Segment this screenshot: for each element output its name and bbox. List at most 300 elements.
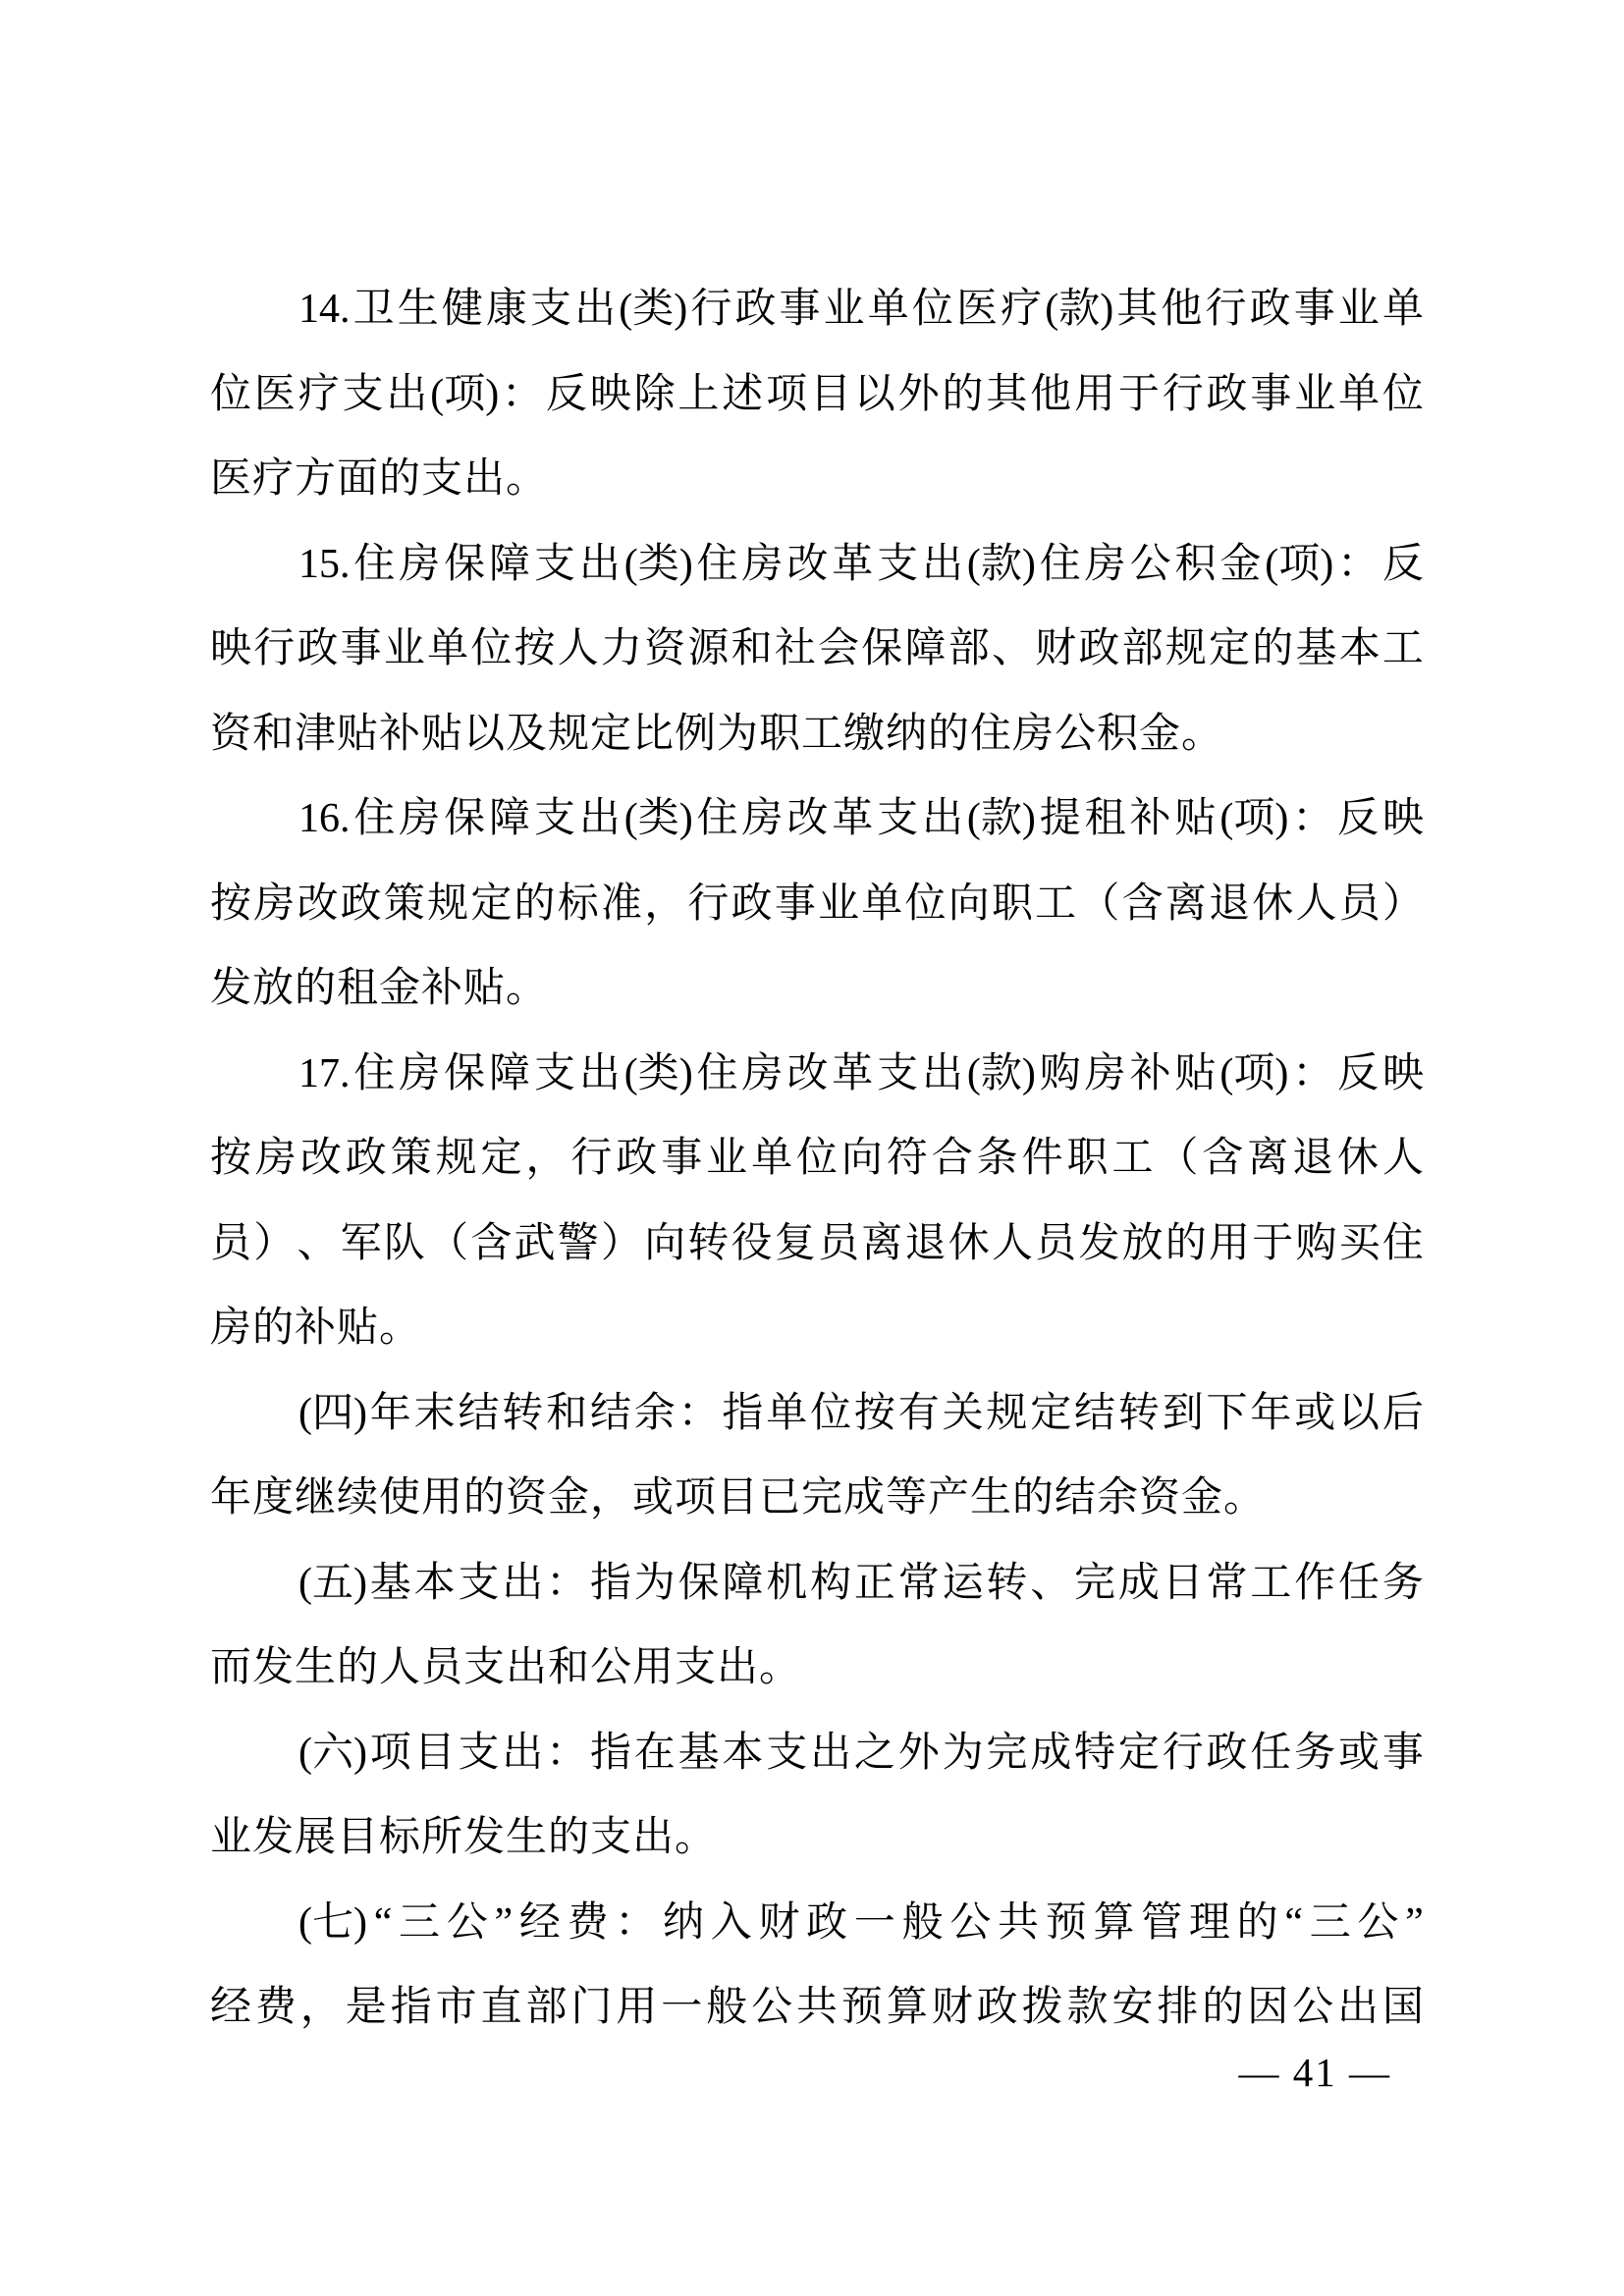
glyph-group: ） bbox=[253, 1220, 296, 1266]
glyph-group: 合 bbox=[931, 1136, 973, 1181]
glyph-group: 公 bbox=[949, 1899, 992, 1946]
glyph-group: 购 bbox=[1039, 1050, 1081, 1096]
glyph-group: 复 bbox=[774, 1220, 816, 1266]
glyph-group: 政 bbox=[616, 1136, 658, 1181]
glyph-group: 关 bbox=[942, 1390, 984, 1436]
glyph-group: 结 bbox=[458, 1390, 500, 1436]
glyph-group: 职 bbox=[991, 881, 1033, 927]
glyph-group: 住 bbox=[1039, 541, 1081, 587]
glyph-group: 政 bbox=[731, 881, 773, 927]
glyph-group: 排 bbox=[1157, 1985, 1199, 2030]
glyph-group: 障 bbox=[489, 541, 531, 587]
glyph-group: 业 bbox=[1294, 371, 1336, 417]
glyph-group: (款) bbox=[1045, 287, 1114, 332]
glyph-group: 基 bbox=[369, 1560, 411, 1606]
glyph-group: 工 bbox=[1035, 881, 1077, 927]
glyph-group: ： bbox=[502, 371, 544, 417]
glyph-group: 行 bbox=[1162, 1730, 1204, 1776]
text-line bbox=[210, 1881, 1424, 1966]
glyph-group: 支 bbox=[533, 541, 575, 587]
glyph-group: 三 bbox=[1309, 1899, 1351, 1946]
glyph-group: 成 bbox=[1117, 1560, 1160, 1606]
glyph-group: ， bbox=[644, 881, 686, 927]
glyph-group: 改 bbox=[786, 1050, 829, 1096]
glyph-group: (类) bbox=[623, 796, 693, 841]
glyph-group: 位 bbox=[904, 881, 947, 927]
glyph-group: 部 bbox=[525, 1985, 568, 2030]
glyph-group: 本 bbox=[722, 1730, 764, 1776]
glyph-group: (项) bbox=[1219, 796, 1289, 841]
glyph-group: 年 bbox=[369, 1390, 411, 1436]
glyph-group: 医 bbox=[955, 287, 998, 332]
glyph-group: 一 bbox=[661, 1985, 703, 2030]
glyph-group: 定 bbox=[480, 1136, 522, 1181]
glyph-group: 出 bbox=[578, 541, 621, 587]
glyph-group: 和 bbox=[731, 626, 773, 671]
glyph-group: 入 bbox=[710, 1899, 752, 1946]
glyph-group: 位 bbox=[810, 1390, 852, 1436]
glyph-group: 15. bbox=[298, 541, 351, 587]
glyph-group: 行 bbox=[253, 626, 296, 671]
glyph-group: 出 bbox=[1337, 1985, 1380, 2030]
glyph-group: 基 bbox=[1295, 626, 1337, 671]
glyph-group: 房 bbox=[254, 1136, 297, 1181]
glyph-group: ： bbox=[1337, 541, 1380, 587]
glyph-group: 行 bbox=[687, 881, 730, 927]
glyph-group: 住 bbox=[353, 796, 396, 841]
glyph-group: 政 bbox=[345, 1136, 387, 1181]
glyph-group: （ bbox=[1157, 1136, 1199, 1181]
glyph-group: 向 bbox=[947, 881, 990, 927]
glyph-group: 转 bbox=[687, 1220, 730, 1266]
glyph-group: 目 bbox=[809, 371, 851, 417]
glyph-group: 事 bbox=[779, 287, 821, 332]
glyph-group: 共 bbox=[998, 1899, 1040, 1946]
glyph-group: 员 bbox=[1338, 881, 1380, 927]
glyph-group: 出 bbox=[922, 1050, 964, 1096]
glyph-group: 的 bbox=[1236, 1899, 1278, 1946]
glyph-group: 房 bbox=[399, 1050, 441, 1096]
glyph-group: 按 bbox=[514, 626, 556, 671]
glyph-group: 市 bbox=[435, 1985, 477, 2030]
glyph-group: 成 bbox=[1030, 1730, 1072, 1776]
glyph-group: 武 bbox=[514, 1220, 556, 1266]
glyph-group: 含 bbox=[1202, 1136, 1244, 1181]
glyph-group: 行 bbox=[1162, 371, 1204, 417]
glyph-group: 支 bbox=[533, 1050, 575, 1096]
glyph-group: 政 bbox=[297, 626, 339, 671]
glyph-group: 出 bbox=[922, 796, 964, 841]
glyph-group: 构 bbox=[810, 1560, 852, 1606]
glyph-group: 出 bbox=[922, 541, 964, 587]
glyph-group: 事 bbox=[774, 881, 816, 927]
glyph-group: 转 bbox=[1117, 1390, 1160, 1436]
glyph-group: 房 bbox=[1084, 541, 1126, 587]
glyph-group: 管 bbox=[1141, 1899, 1183, 1946]
glyph-group: 反 bbox=[1337, 796, 1380, 841]
glyph-group: 映 bbox=[210, 626, 252, 671]
glyph-group: 目 bbox=[413, 1730, 456, 1776]
glyph-group: 积 bbox=[1174, 541, 1217, 587]
page-number: — 41 — bbox=[1238, 2050, 1391, 2095]
glyph-group: 出 bbox=[578, 1050, 621, 1096]
paragraph bbox=[210, 522, 1424, 777]
glyph-group: 购 bbox=[1295, 1220, 1337, 1266]
glyph-group: 单 bbox=[751, 1136, 793, 1181]
glyph-group: 单 bbox=[1381, 287, 1424, 332]
glyph-group: 离 bbox=[1247, 1136, 1289, 1181]
glyph-group: 上 bbox=[677, 371, 720, 417]
glyph-group: 用 bbox=[1209, 1220, 1251, 1266]
glyph-group: 以 bbox=[853, 371, 895, 417]
glyph-group: 符 bbox=[886, 1136, 928, 1181]
glyph-group: 、 bbox=[297, 1220, 339, 1266]
glyph-group: 公 bbox=[1129, 541, 1171, 587]
glyph-group: 业 bbox=[818, 881, 860, 927]
glyph-group: 障 bbox=[722, 1560, 764, 1606]
glyph-group: 出 bbox=[810, 1730, 852, 1776]
glyph-group: 在 bbox=[633, 1730, 676, 1776]
glyph-group: 的 bbox=[942, 371, 984, 417]
glyph-group: 人 bbox=[557, 626, 599, 671]
glyph-group: (类) bbox=[619, 287, 688, 332]
glyph-group: ” bbox=[1405, 1899, 1424, 1946]
glyph-group: 定 bbox=[470, 881, 513, 927]
glyph-group: 常 bbox=[1206, 1560, 1248, 1606]
glyph-group: ， bbox=[299, 1985, 342, 2030]
glyph-group: 国 bbox=[1381, 1985, 1424, 2030]
glyph-group: 项 bbox=[369, 1730, 411, 1776]
text-line: 资和津贴补贴以及规定比例为职工缴纳的住房公积金。 bbox=[210, 711, 1224, 757]
text-line bbox=[210, 1116, 1424, 1201]
glyph-group: 基 bbox=[677, 1730, 720, 1776]
glyph-group: 政 bbox=[806, 1899, 848, 1946]
glyph-group: ： bbox=[615, 1899, 657, 1946]
glyph-group: 住 bbox=[353, 1050, 396, 1096]
text-line: 发放的租金补贴。 bbox=[210, 966, 549, 1011]
glyph-group: 指 bbox=[589, 1560, 631, 1606]
text-line bbox=[210, 352, 1424, 438]
glyph-group: 费 bbox=[567, 1899, 609, 1946]
glyph-group: 保 bbox=[677, 1560, 720, 1606]
glyph-group: 障 bbox=[904, 626, 947, 671]
glyph-group: 出 bbox=[502, 1730, 544, 1776]
glyph-group: 完 bbox=[986, 1730, 1028, 1776]
glyph-group: 住 bbox=[1381, 1220, 1424, 1266]
glyph-group: (四) bbox=[298, 1390, 367, 1436]
text-line: 医疗方面的支出。 bbox=[210, 456, 549, 502]
glyph-group: 社 bbox=[774, 626, 816, 671]
glyph-group: 买 bbox=[1338, 1220, 1380, 1266]
glyph-group: 补 bbox=[1129, 1050, 1171, 1096]
glyph-group: 放 bbox=[1121, 1220, 1164, 1266]
glyph-group: 位 bbox=[470, 626, 513, 671]
paragraph bbox=[210, 1541, 1424, 1711]
glyph-group: 出 bbox=[574, 287, 617, 332]
glyph-group: 政 bbox=[1206, 371, 1248, 417]
glyph-group: 业 bbox=[706, 1136, 748, 1181]
glyph-group: ： bbox=[1292, 796, 1334, 841]
glyph-group: 位 bbox=[210, 371, 252, 417]
glyph-group: 17. bbox=[298, 1050, 351, 1096]
glyph-group: 三 bbox=[399, 1899, 441, 1946]
glyph-group: 住 bbox=[353, 541, 396, 587]
glyph-group: 工 bbox=[1111, 1136, 1154, 1181]
glyph-group: 、 bbox=[1030, 1560, 1072, 1606]
glyph-group: 用 bbox=[616, 1985, 658, 2030]
glyph-group: 行 bbox=[570, 1136, 613, 1181]
glyph-group: 映 bbox=[1381, 796, 1424, 841]
glyph-group: 按 bbox=[210, 1136, 252, 1181]
glyph-group: 作 bbox=[1294, 1560, 1336, 1606]
glyph-group: 用 bbox=[1074, 371, 1116, 417]
glyph-group: 般 bbox=[901, 1899, 944, 1946]
glyph-group: 提 bbox=[1039, 796, 1081, 841]
glyph-group: 结 bbox=[589, 1390, 631, 1436]
glyph-group: 医 bbox=[253, 371, 296, 417]
glyph-group: 公 bbox=[751, 1985, 793, 2030]
glyph-group: 补 bbox=[1129, 796, 1171, 841]
glyph-group: 务 bbox=[1381, 1560, 1424, 1606]
glyph-group: 住 bbox=[696, 796, 738, 841]
glyph-group: 房 bbox=[253, 881, 296, 927]
glyph-group: 单 bbox=[861, 881, 903, 927]
glyph-group: 指 bbox=[589, 1730, 631, 1776]
paragraph bbox=[210, 1371, 1424, 1541]
glyph-group: 住 bbox=[696, 541, 738, 587]
glyph-group: 财 bbox=[931, 1985, 973, 2030]
text-line bbox=[210, 862, 1424, 947]
paragraph bbox=[210, 1711, 1424, 1881]
glyph-group: 含 bbox=[470, 1220, 513, 1266]
glyph-group: 下 bbox=[1206, 1390, 1248, 1436]
glyph-group: 事 bbox=[340, 626, 382, 671]
glyph-group: 支 bbox=[342, 371, 384, 417]
glyph-group: 役 bbox=[731, 1220, 773, 1266]
glyph-group: 有 bbox=[897, 1390, 940, 1436]
paragraph bbox=[210, 1032, 1424, 1371]
glyph-group: 事 bbox=[1381, 1730, 1424, 1776]
glyph-group: 余 bbox=[633, 1390, 676, 1436]
text-line bbox=[210, 1371, 1424, 1457]
glyph-group: 支 bbox=[877, 796, 919, 841]
glyph-group: 军 bbox=[340, 1220, 382, 1266]
glyph-group: 反 bbox=[1337, 1050, 1380, 1096]
glyph-group: 队 bbox=[383, 1220, 425, 1266]
glyph-group: 房 bbox=[399, 796, 441, 841]
glyph-group: 单 bbox=[766, 1390, 808, 1436]
glyph-group: 业 bbox=[1337, 287, 1380, 332]
glyph-group: 政 bbox=[340, 881, 382, 927]
glyph-group: 运 bbox=[942, 1560, 984, 1606]
glyph-group: 支 bbox=[877, 1050, 919, 1096]
glyph-group: 转 bbox=[986, 1560, 1028, 1606]
glyph-group: 住 bbox=[696, 1050, 738, 1096]
glyph-group: 日 bbox=[1162, 1560, 1204, 1606]
glyph-group: 或 bbox=[1338, 1730, 1380, 1776]
glyph-group: (款) bbox=[966, 796, 1036, 841]
glyph-group: 任 bbox=[1250, 1730, 1292, 1776]
glyph-group: 财 bbox=[758, 1899, 800, 1946]
glyph-group: 预 bbox=[1045, 1899, 1087, 1946]
glyph-group: 定 bbox=[1209, 626, 1251, 671]
glyph-group: 支 bbox=[877, 541, 919, 587]
glyph-group: 、 bbox=[991, 626, 1033, 671]
glyph-group: 16. bbox=[298, 796, 351, 841]
glyph-group: ” bbox=[494, 1899, 514, 1946]
glyph-group: 障 bbox=[489, 1050, 531, 1096]
glyph-group: 定 bbox=[1030, 1390, 1072, 1436]
glyph-group: 公 bbox=[446, 1899, 488, 1946]
glyph-group: 外 bbox=[897, 371, 940, 417]
glyph-group: 房 bbox=[741, 1050, 784, 1096]
glyph-group: 政 bbox=[1206, 1730, 1248, 1776]
glyph-group: 工 bbox=[1381, 626, 1424, 671]
glyph-group: 财 bbox=[1035, 626, 1077, 671]
glyph-group: 保 bbox=[861, 626, 903, 671]
glyph-group: 定 bbox=[1117, 1730, 1160, 1776]
glyph-group: 力 bbox=[600, 626, 642, 671]
glyph-group: 行 bbox=[690, 287, 732, 332]
glyph-group: 位 bbox=[911, 287, 953, 332]
glyph-group: 机 bbox=[766, 1560, 808, 1606]
glyph-group: 的 bbox=[1252, 626, 1294, 671]
glyph-group: 位 bbox=[795, 1136, 838, 1181]
glyph-group: 保 bbox=[444, 796, 486, 841]
glyph-group: 房 bbox=[399, 541, 441, 587]
glyph-group: 单 bbox=[1338, 371, 1380, 417]
glyph-group: 拨 bbox=[1021, 1985, 1063, 2030]
glyph-group: 算 bbox=[1093, 1899, 1135, 1946]
glyph-group: 算 bbox=[886, 1985, 928, 2030]
glyph-group: 的 bbox=[514, 881, 556, 927]
glyph-group: 保 bbox=[444, 541, 486, 587]
glyph-group: 经 bbox=[210, 1985, 252, 2030]
glyph-group: 事 bbox=[1250, 371, 1292, 417]
glyph-group: ： bbox=[677, 1390, 720, 1436]
glyph-group: 人 bbox=[1295, 881, 1337, 927]
glyph-group: 人 bbox=[991, 1220, 1033, 1266]
glyph-group: 务 bbox=[1294, 1730, 1336, 1776]
glyph-group: 映 bbox=[1381, 1050, 1424, 1096]
glyph-group: (类) bbox=[623, 1050, 693, 1096]
glyph-group: 业 bbox=[383, 626, 425, 671]
glyph-group: 出 bbox=[578, 796, 621, 841]
glyph-group: 退 bbox=[1292, 1136, 1334, 1181]
glyph-group: 改 bbox=[786, 796, 829, 841]
glyph-group: 退 bbox=[1209, 881, 1251, 927]
glyph-group: 他 bbox=[1161, 287, 1203, 332]
glyph-group: 于 bbox=[1252, 1220, 1294, 1266]
text-line bbox=[210, 1541, 1424, 1627]
glyph-group: 的 bbox=[1202, 1985, 1244, 2030]
glyph-group: 警 bbox=[557, 1220, 599, 1266]
glyph-group: 支 bbox=[533, 796, 575, 841]
paragraph bbox=[210, 267, 1424, 522]
glyph-group: 支 bbox=[530, 287, 572, 332]
glyph-group: 结 bbox=[1074, 1390, 1116, 1436]
glyph-group: 规 bbox=[986, 1390, 1028, 1436]
glyph-group: 健 bbox=[441, 287, 483, 332]
glyph-group: 发 bbox=[1078, 1220, 1120, 1266]
glyph-group: 革 bbox=[832, 796, 874, 841]
glyph-group: 政 bbox=[1078, 626, 1120, 671]
glyph-group: 指 bbox=[390, 1985, 432, 2030]
glyph-group: 一 bbox=[853, 1899, 895, 1946]
glyph-group: 单 bbox=[867, 287, 909, 332]
document-body bbox=[210, 267, 1424, 2051]
glyph-group: ） bbox=[1381, 881, 1424, 927]
text-line bbox=[210, 1201, 1424, 1287]
glyph-group: 理 bbox=[1188, 1899, 1230, 1946]
glyph-group: 生 bbox=[397, 287, 439, 332]
glyph-group: 休 bbox=[947, 1220, 990, 1266]
glyph-group: 改 bbox=[786, 541, 829, 587]
glyph-group: ） bbox=[600, 1220, 642, 1266]
text-line bbox=[210, 1711, 1424, 1796]
glyph-group: (六) bbox=[298, 1730, 367, 1776]
paragraph bbox=[210, 1881, 1424, 2051]
glyph-group: (项) bbox=[1219, 1050, 1289, 1096]
glyph-group: 公 bbox=[1292, 1985, 1334, 2030]
glyph-group: 疗 bbox=[298, 371, 340, 417]
glyph-group: 疗 bbox=[1001, 287, 1043, 332]
glyph-group: 休 bbox=[1252, 881, 1294, 927]
glyph-group: 14. bbox=[298, 287, 351, 332]
glyph-group: 行 bbox=[1205, 287, 1247, 332]
text-line bbox=[210, 776, 1424, 862]
glyph-group: 资 bbox=[644, 626, 686, 671]
glyph-group: 其 bbox=[1116, 287, 1159, 332]
glyph-group: 其 bbox=[986, 371, 1028, 417]
glyph-group: ： bbox=[546, 1560, 588, 1606]
glyph-group: ， bbox=[525, 1136, 568, 1181]
glyph-group: 按 bbox=[853, 1390, 895, 1436]
glyph-group: (类) bbox=[623, 541, 693, 587]
glyph-group: 规 bbox=[1164, 626, 1207, 671]
glyph-group: 按 bbox=[210, 881, 252, 927]
glyph-group: 康 bbox=[485, 287, 527, 332]
text-line bbox=[210, 267, 1424, 352]
glyph-group: 之 bbox=[853, 1730, 895, 1776]
glyph-group: 反 bbox=[545, 371, 587, 417]
glyph-group: 改 bbox=[297, 881, 339, 927]
glyph-group: 休 bbox=[1337, 1136, 1380, 1181]
glyph-group: 障 bbox=[489, 796, 531, 841]
glyph-group: 预 bbox=[840, 1985, 883, 2030]
glyph-group: 租 bbox=[1084, 796, 1126, 841]
glyph-group: （ bbox=[1078, 881, 1120, 927]
glyph-group: ： bbox=[1292, 1050, 1334, 1096]
glyph-group: 款 bbox=[1066, 1985, 1109, 2030]
glyph-group: 末 bbox=[413, 1390, 456, 1436]
glyph-group: 到 bbox=[1162, 1390, 1204, 1436]
glyph-group: 卫 bbox=[352, 287, 395, 332]
glyph-group: （ bbox=[427, 1220, 469, 1266]
glyph-group: 政 bbox=[734, 287, 777, 332]
glyph-group: 外 bbox=[897, 1730, 940, 1776]
glyph-group: 贴 bbox=[1174, 796, 1217, 841]
glyph-group: 员 bbox=[210, 1220, 252, 1266]
glyph-group: 支 bbox=[458, 1730, 500, 1776]
glyph-group: 退 bbox=[904, 1220, 947, 1266]
glyph-group: 出 bbox=[386, 371, 428, 417]
glyph-group: 政 bbox=[1249, 287, 1291, 332]
glyph-group: 事 bbox=[1293, 287, 1335, 332]
glyph-group: 部 bbox=[1121, 626, 1164, 671]
glyph-group: 除 bbox=[633, 371, 676, 417]
glyph-group: 因 bbox=[1247, 1985, 1289, 2030]
